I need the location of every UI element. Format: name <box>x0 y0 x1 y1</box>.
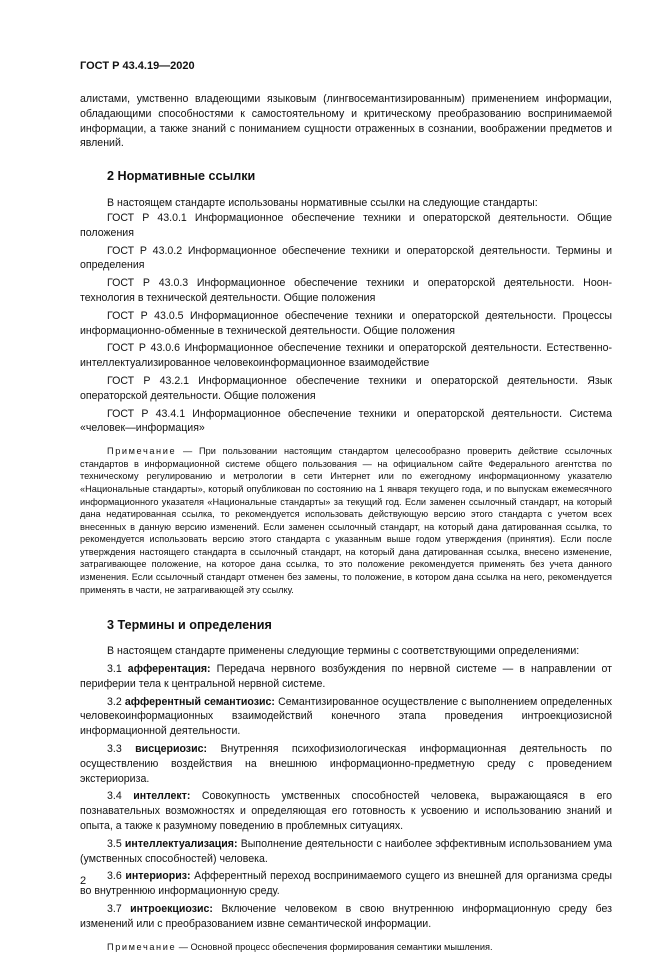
reference-item: ГОСТ Р 43.0.2 Информационное обеспечение техники и операторской деятельности. Термины и определения <box>80 244 612 272</box>
definition-number: 3.6 <box>107 870 126 883</box>
definition-term: интериориз: <box>125 870 191 883</box>
reference-item: ГОСТ Р 43.0.3 Информационное обеспечение техники и операторской деятельности. Ноон-технология в технической деятельности. Общие положения <box>80 277 612 304</box>
section-2-title: 2 Нормативные ссылки <box>107 169 256 184</box>
definition-text: Совокупность умственных способностей человека, выражающаяся в его познавательных возможностях и определяющая его готовность к усвоению и использованию знаний и опыта, а также к разумному поведению в проблемных ситуациях. <box>80 790 612 833</box>
reference-item: ГОСТ Р 43.2.1 Информационное обеспечение техники и операторской деятельности. Язык операторской деятельности. Общие положения <box>80 374 612 402</box>
page-content <box>80 92 612 953</box>
section-2-lead: В настоящем стандарте использованы нормативные ссылки на следующие стандарты: <box>107 197 538 210</box>
section-2-note <box>80 445 612 596</box>
normative-references-list <box>80 211 612 436</box>
note-label: Примечание <box>107 941 177 952</box>
definition-item <box>80 742 612 786</box>
reference-item: ГОСТ Р 43.4.1 Информационное обеспечение техники и операторской деятельности. Система «человек—информация» <box>80 407 612 435</box>
section-3-note <box>80 941 612 953</box>
note-label: Примечание <box>107 446 177 457</box>
note-text: — При пользовании настоящим стандартом целесообразно проверить действие ссылочных стандартов в информационной системе общего пользования — на официальном сайте Федерального агентства по техническому регулированию и метрологии в сети Интернет или по ежегодному информационному указателю «Национальные стандарты», который опубликован по состоянию на 1 января текущего года, и по выпускам ежемесячного информационного указателя «Национальные стандарты» за текущий год. Если заменен ссылочный стандарт, на который дана недатированная ссылка, то рекомендуется использовать действующую версию этого стандарта с учетом всех внесенных в данную версию изменений. Если заменен ссылочный стандарт, на который дана датированная ссылка, то рекомендуется использовать версию этого стандарта с указанным выше годом утверждения (принятия). Если после утверждения настоящего стандарта в ссылочный стандарт, на который дана датированная ссылка, внесено изменение, затрагивающее положение, на которое дана ссылка, то это положение рекомендуется применять без учета данного изменения. Если ссылочный стандарт отменен без замены, то положение, в котором дана ссылка на него, рекомендуется применять в части, не затрагивающей эту ссылку. <box>80 446 612 595</box>
definition-text: Внутренняя психофизиологическая информационная деятельность по осуществлению воздействия на внешнюю информационно-предметную среду с проведением экстериоризa. <box>80 743 612 785</box>
reference-item: ГОСТ Р 43.0.6 Информационное обеспечение техники и операторской деятельности. Естественно-интеллектуализированное человекоинформационное взаимодействие <box>80 342 612 370</box>
definition-item <box>80 869 612 899</box>
note-text: — Основной процесс обеспечения формирования семантики мышления. <box>176 941 493 952</box>
definition-number: 3.7 <box>107 903 131 916</box>
definition-item <box>80 789 612 833</box>
definition-text: Включение человеком в свою внутреннюю информационную среду без изменений или с преобразованием извне семантической информации. <box>80 903 612 930</box>
definition-item <box>80 902 612 932</box>
definition-term: афферентный семантиозис: <box>124 695 275 708</box>
definition-item <box>80 695 612 739</box>
definition-number: 3.5 <box>107 837 125 850</box>
section-3-lead: В настоящем стандарте применены следующие термины с соответствующими определениями: <box>107 645 580 658</box>
definition-text: Выполнение деятельности с наиболее эффективным использованием ума (умственных способностей) человека. <box>80 837 612 865</box>
intro-paragraph: алистами, умственно владеющими языковым (лингвосемантизированным) применением информации, обладающими способностями к самостоятельному и критическому преобразованию воспринимаемой информации, а также знаний с пониманием сущности отраженных в сознании, воображении предметов и явлений. <box>80 93 612 150</box>
definition-term: интроекциозис: <box>130 903 213 916</box>
document-code: ГОСТ Р 43.4.19—2020 <box>80 60 195 72</box>
definition-item <box>80 662 612 692</box>
definition-term: интеллектуализация: <box>124 837 238 850</box>
page-number: 2 <box>80 875 87 887</box>
reference-item: ГОСТ Р 43.0.5 Информационное обеспечение техники и операторской деятельности. Процессы информационно-обменные в технической деятельности. Общие положения <box>80 309 612 337</box>
definition-term: афферентация: <box>127 663 211 676</box>
definition-number: 3.4 <box>107 790 134 803</box>
section-3-title: 3 Термины и определения <box>107 618 272 633</box>
definition-number: 3.1 <box>107 663 128 676</box>
definition-number: 3.2 <box>107 695 125 708</box>
definition-text: Передача нервного возбуждения по нервной системе — в направлении от периферии тела к центральной нервной системе. <box>80 663 612 690</box>
definition-item <box>80 837 612 867</box>
definition-text: Афферентный переход воспринимаемого сущего из внешней для организма среды во внутреннюю информационную среду. <box>80 870 612 898</box>
definition-term: висцериозис: <box>135 743 208 756</box>
definition-text: Семантизированное осуществление с выполнением определенных человекоинформационных взаимодействий конечного этапа проведения интроекциозисной информационной деятельности. <box>80 695 613 738</box>
definition-term: интеллект: <box>133 790 191 803</box>
reference-item: ГОСТ Р 43.0.1 Информационное обеспечение техники и операторской деятельности. Общие положения <box>80 211 612 239</box>
definition-number: 3.3 <box>107 743 136 756</box>
definitions-list <box>80 662 612 932</box>
